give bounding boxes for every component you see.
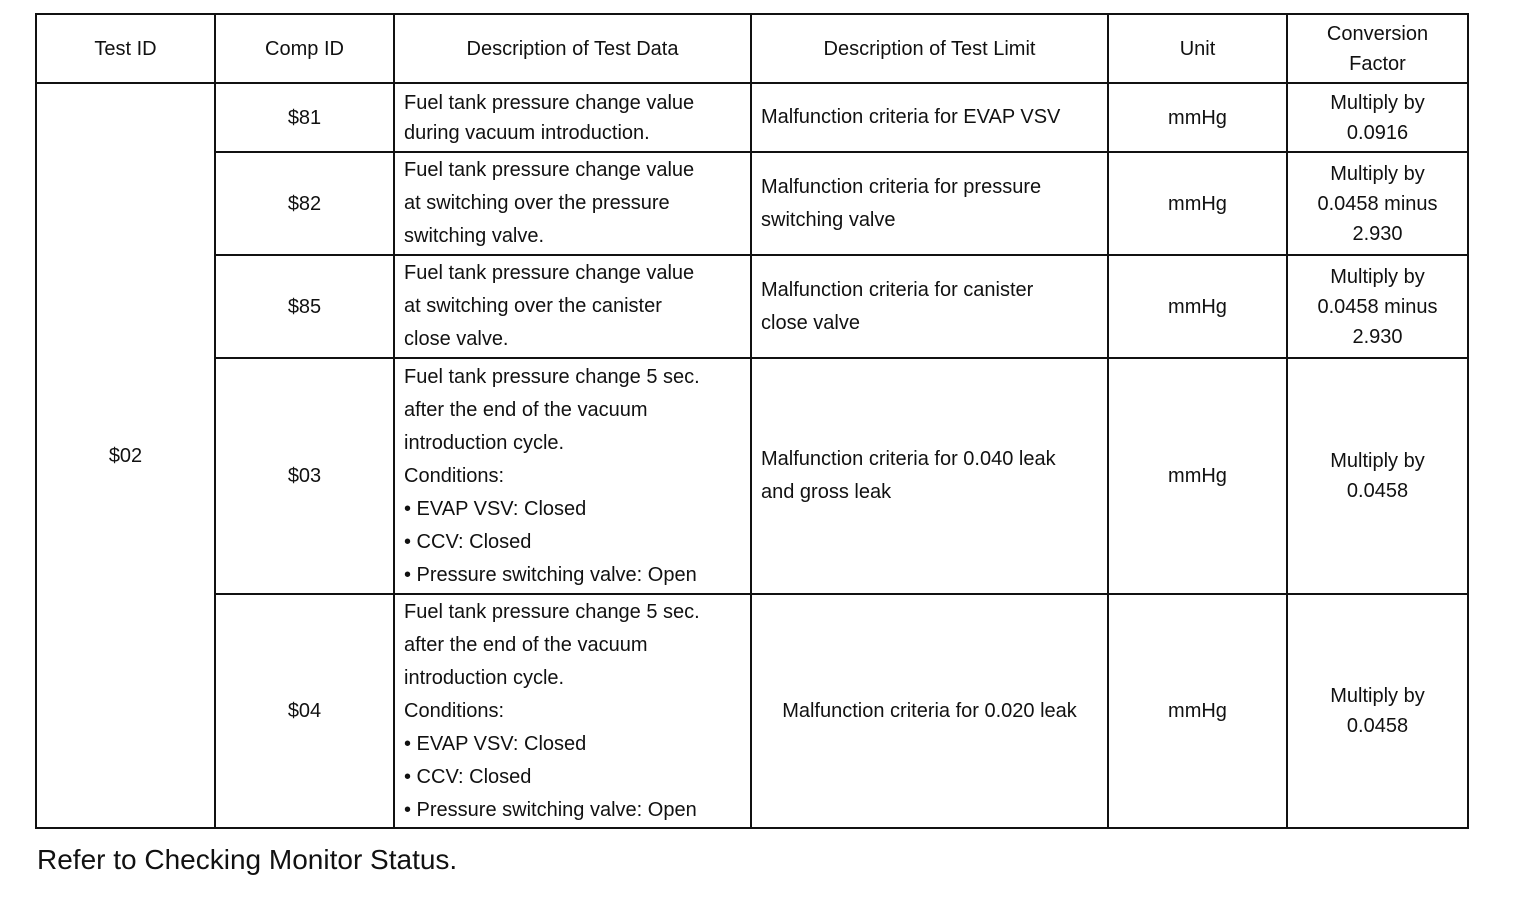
test-data-cell <box>394 83 751 152</box>
header-conversion-line1: Conversion <box>1326 22 1429 45</box>
test-limit-line: Malfunction criteria for canister <box>761 278 1034 301</box>
header-test-data: Description of Test Data <box>394 14 751 83</box>
header-conversion-line2: Factor <box>1349 52 1406 75</box>
conversion-line: Multiply by <box>1330 685 1425 707</box>
test-data-line: introduction cycle. <box>404 431 565 454</box>
test-limit-cell <box>751 594 1108 828</box>
test-data-bullet: • Pressure switching valve: Open <box>404 563 697 586</box>
test-limit-line: Malfunction criteria for 0.020 leak <box>782 700 1077 722</box>
test-data-line: Conditions: <box>404 464 505 487</box>
monitor-result-table <box>35 13 1469 829</box>
test-data-bullet: • EVAP VSV: Closed <box>404 732 587 755</box>
test-limit-line: Malfunction criteria for 0.040 leak <box>761 448 1056 470</box>
test-data-line: switching valve. <box>404 225 545 247</box>
test-data-line: after the end of the vacuum <box>404 633 648 656</box>
unit-cell: mmHg <box>1108 83 1287 152</box>
unit-cell: mmHg <box>1108 152 1287 255</box>
test-data-bullet: • CCV: Closed <box>404 765 532 788</box>
footer-prefix: Refer to <box>37 844 137 875</box>
test-data-bullet: • CCV: Closed <box>404 530 532 553</box>
test-data-line: close valve. <box>404 328 509 350</box>
test-data-line: Conditions: <box>404 699 505 722</box>
test-limit-cell <box>751 358 1108 594</box>
footer-note <box>37 842 457 878</box>
test-data-line: Fuel tank pressure change value <box>404 91 695 114</box>
comp-id-cell: $04 <box>215 594 394 828</box>
test-data-line: Fuel tank pressure change value <box>404 262 695 284</box>
conversion-cell <box>1287 594 1468 828</box>
test-limit-cell <box>751 152 1108 255</box>
header-comp-id: Comp ID <box>215 14 394 83</box>
test-data-bullet: • Pressure switching valve: Open <box>404 798 697 821</box>
conversion-line: 0.0458 <box>1346 715 1409 737</box>
test-limit-line: switching valve <box>761 208 896 231</box>
header-conversion-factor <box>1287 14 1468 83</box>
conversion-line: 2.930 <box>1352 325 1403 348</box>
conversion-cell <box>1287 152 1468 255</box>
test-data-bullet: • EVAP VSV: Closed <box>404 497 587 520</box>
test-limit-line: Malfunction criteria for EVAP VSV <box>761 106 1061 128</box>
table-row <box>36 255 1468 358</box>
unit-cell: mmHg <box>1108 594 1287 828</box>
test-data-line: Fuel tank pressure change 5 sec. <box>404 600 700 623</box>
test-data-line: at switching over the canister <box>404 295 662 317</box>
conversion-line: 0.0458 minus <box>1317 295 1438 318</box>
table-row <box>36 152 1468 255</box>
conversion-line: 0.0458 minus <box>1317 192 1438 215</box>
test-data-line: Fuel tank pressure change value <box>404 159 695 181</box>
comp-id-cell: $85 <box>215 255 394 358</box>
test-data-line: introduction cycle. <box>404 666 565 689</box>
table-row <box>36 594 1468 828</box>
conversion-line: Multiply by <box>1330 265 1425 288</box>
conversion-line: 0.0458 <box>1346 480 1409 502</box>
test-limit-line: and gross leak <box>761 481 892 503</box>
test-data-cell <box>394 255 751 358</box>
conversion-line: 2.930 <box>1352 222 1403 245</box>
test-data-cell <box>394 358 751 594</box>
unit-cell: mmHg <box>1108 358 1287 594</box>
test-limit-line: close valve <box>761 311 860 334</box>
comp-id-cell: $81 <box>215 83 394 152</box>
test-data-line: Fuel tank pressure change 5 sec. <box>404 365 700 388</box>
conversion-cell <box>1287 358 1468 594</box>
test-data-line: after the end of the vacuum <box>404 398 648 421</box>
table-row <box>36 83 1468 152</box>
comp-id-cell: $03 <box>215 358 394 594</box>
conversion-line: Multiply by <box>1330 450 1425 472</box>
test-data-cell <box>394 152 751 255</box>
header-unit: Unit <box>1108 14 1287 83</box>
header-test-id: Test ID <box>36 14 215 83</box>
conversion-line: Multiply by <box>1330 162 1425 185</box>
conversion-cell <box>1287 255 1468 358</box>
test-data-line: during vacuum introduction. <box>404 121 650 144</box>
conversion-line: 0.0916 <box>1346 121 1409 144</box>
header-test-limit: Description of Test Limit <box>751 14 1108 83</box>
conversion-line: Multiply by <box>1330 91 1425 114</box>
table-header-row <box>36 14 1468 83</box>
test-data-cell <box>394 594 751 828</box>
unit-cell: mmHg <box>1108 255 1287 358</box>
table-row <box>36 358 1468 594</box>
test-limit-cell <box>751 255 1108 358</box>
test-id-cell: $02 <box>36 83 215 828</box>
test-limit-cell <box>751 83 1108 152</box>
comp-id-cell: $82 <box>215 152 394 255</box>
test-data-line: at switching over the pressure <box>404 192 670 214</box>
test-limit-line: Malfunction criteria for pressure <box>761 175 1042 198</box>
conversion-cell <box>1287 83 1468 152</box>
checking-monitor-status-link[interactable]: Checking Monitor Status. <box>144 844 458 875</box>
